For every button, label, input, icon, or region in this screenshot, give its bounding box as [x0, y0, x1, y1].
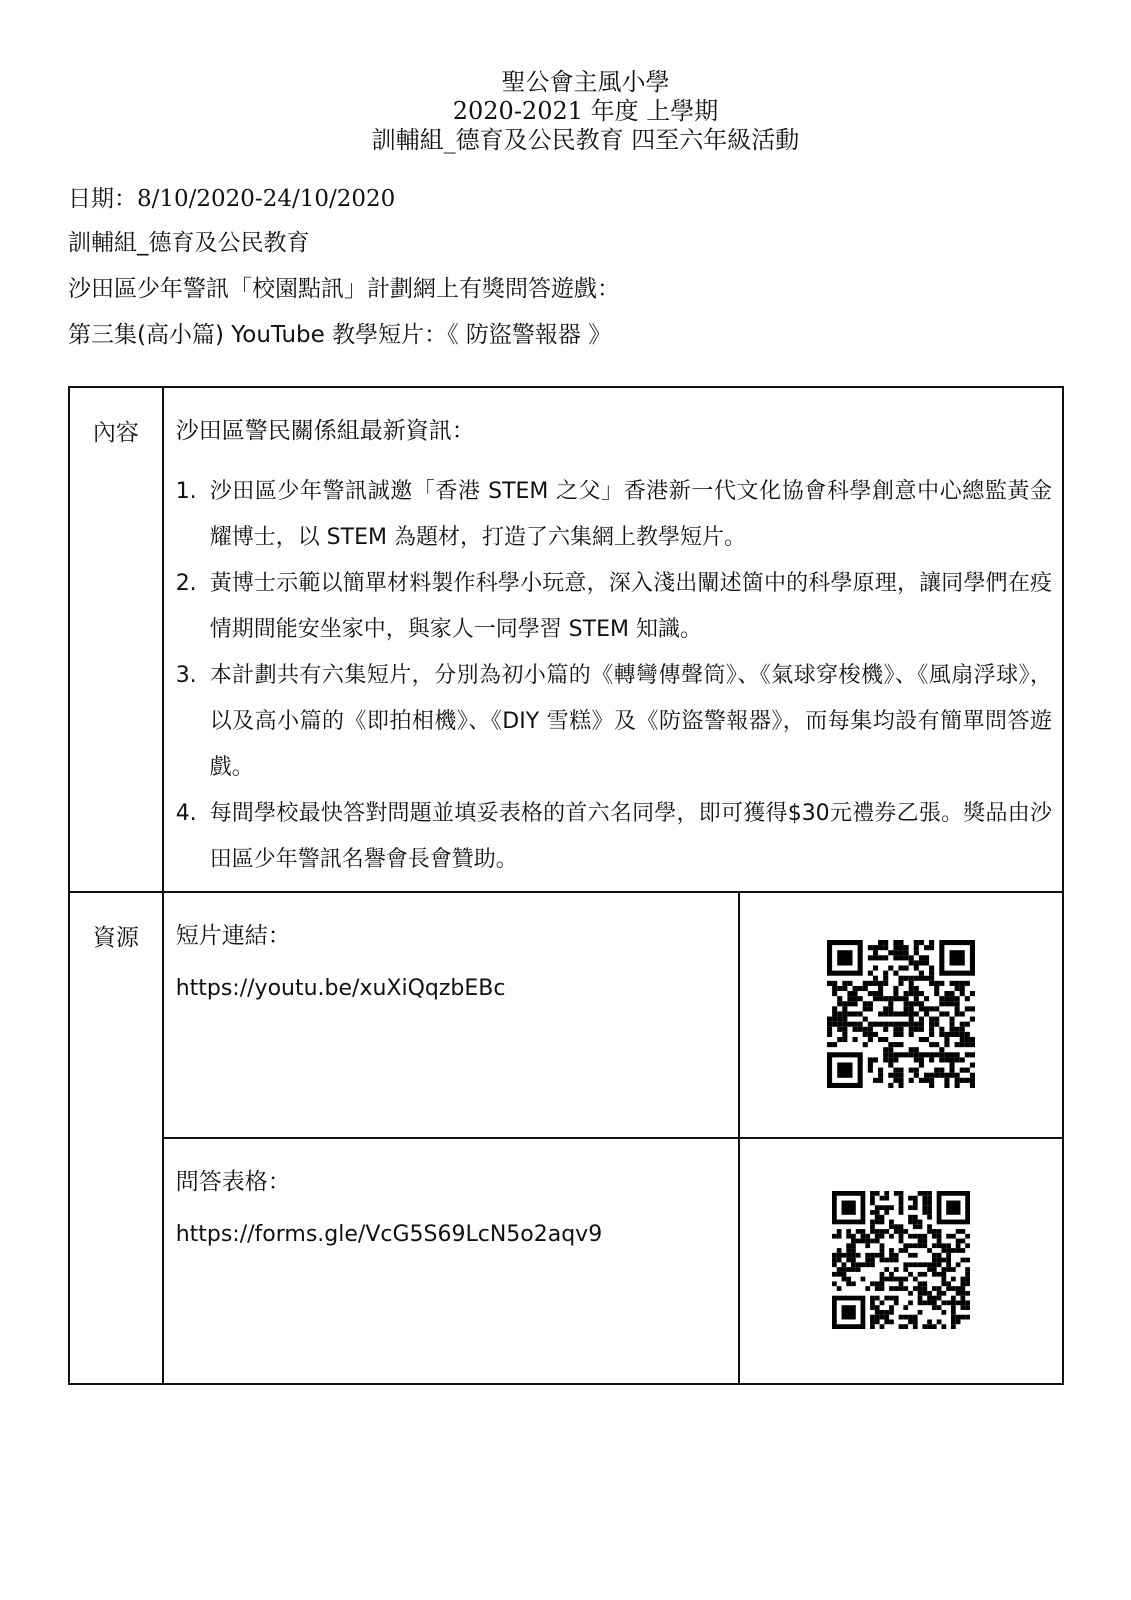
- resource-row-form: [69, 1138, 1063, 1384]
- content-label: 內容: [92, 420, 139, 446]
- resources-label: 資源: [92, 925, 139, 951]
- form-link[interactable]: https://forms.gle/VcG5S69LcN5o2aqv9: [175, 1222, 603, 1247]
- video-qr-cell: [739, 892, 1063, 1138]
- school-term: 2020-2021 年度 上學期: [452, 97, 719, 125]
- date-range: 日期：8/10/2020-24/10/2020: [68, 186, 396, 212]
- program-heading: 沙田區少年警訊「校園點訊」計劃網上有獎問答遊戲：: [68, 276, 620, 302]
- info-table: [68, 386, 1064, 1385]
- content-row: [69, 387, 1063, 892]
- video-link[interactable]: https://youtu.be/xuXiQqzbEBc: [175, 976, 506, 1001]
- content-cell: [163, 387, 1063, 892]
- form-caption: 問答表格：: [175, 1169, 291, 1195]
- qr-code-icon: [827, 940, 975, 1088]
- list-item: 3. 本計劃共有六集短片，分別為初小篇的《轉彎傳聲筒》、《氣球穿梭機》、《風扇浮球》，以及高小篇的《即拍相機》、《DIY 雪糕》及《防盜警報器》，而每集均設有簡單問答遊戲。: [175, 663, 1052, 780]
- section-heading: 訓輔組_德育及公民教育: [68, 230, 310, 256]
- content-intro: 沙田區警民關係組最新資訊：: [175, 418, 475, 444]
- resource-row-video: [69, 892, 1063, 1138]
- list-item: 1. 沙田區少年警訊誠邀「香港 STEM 之父」香港新一代文化協會科學創意中心總監黃金耀博士，以 STEM 為題材，打造了六集網上教學短片。: [175, 479, 1052, 550]
- video-caption: 短片連結：: [175, 923, 291, 949]
- activity-title: 訓輔組_德育及公民教育 四至六年級活動: [371, 126, 800, 154]
- form-link-cell: [163, 1138, 739, 1384]
- episode-heading: 第三集(高小篇) YouTube 教學短片：《 防盜警報器 》: [68, 322, 612, 348]
- list-item: 4. 每間學校最快答對問題並填妥表格的首六名同學，即可獲得$30元禮券乙張。獎品由沙田區少年警訊名譽會長會贊助。: [175, 801, 1052, 872]
- qr-code-icon: [832, 1191, 970, 1329]
- list-item: 2. 黃博士示範以簡單材料製作科學小玩意，深入淺出闡述箇中的科學原理，讓同學們在疫情期間能安坐家中，與家人一同學習 STEM 知識。: [175, 571, 1052, 642]
- form-qr-cell: [739, 1138, 1063, 1384]
- video-link-cell: [163, 892, 739, 1138]
- content-label-cell: [69, 387, 163, 892]
- info-list: [176, 469, 1052, 883]
- resources-label-cell: [69, 892, 163, 1384]
- school-name: 聖公會主風小學: [501, 68, 670, 96]
- document-title: [0, 68, 1131, 155]
